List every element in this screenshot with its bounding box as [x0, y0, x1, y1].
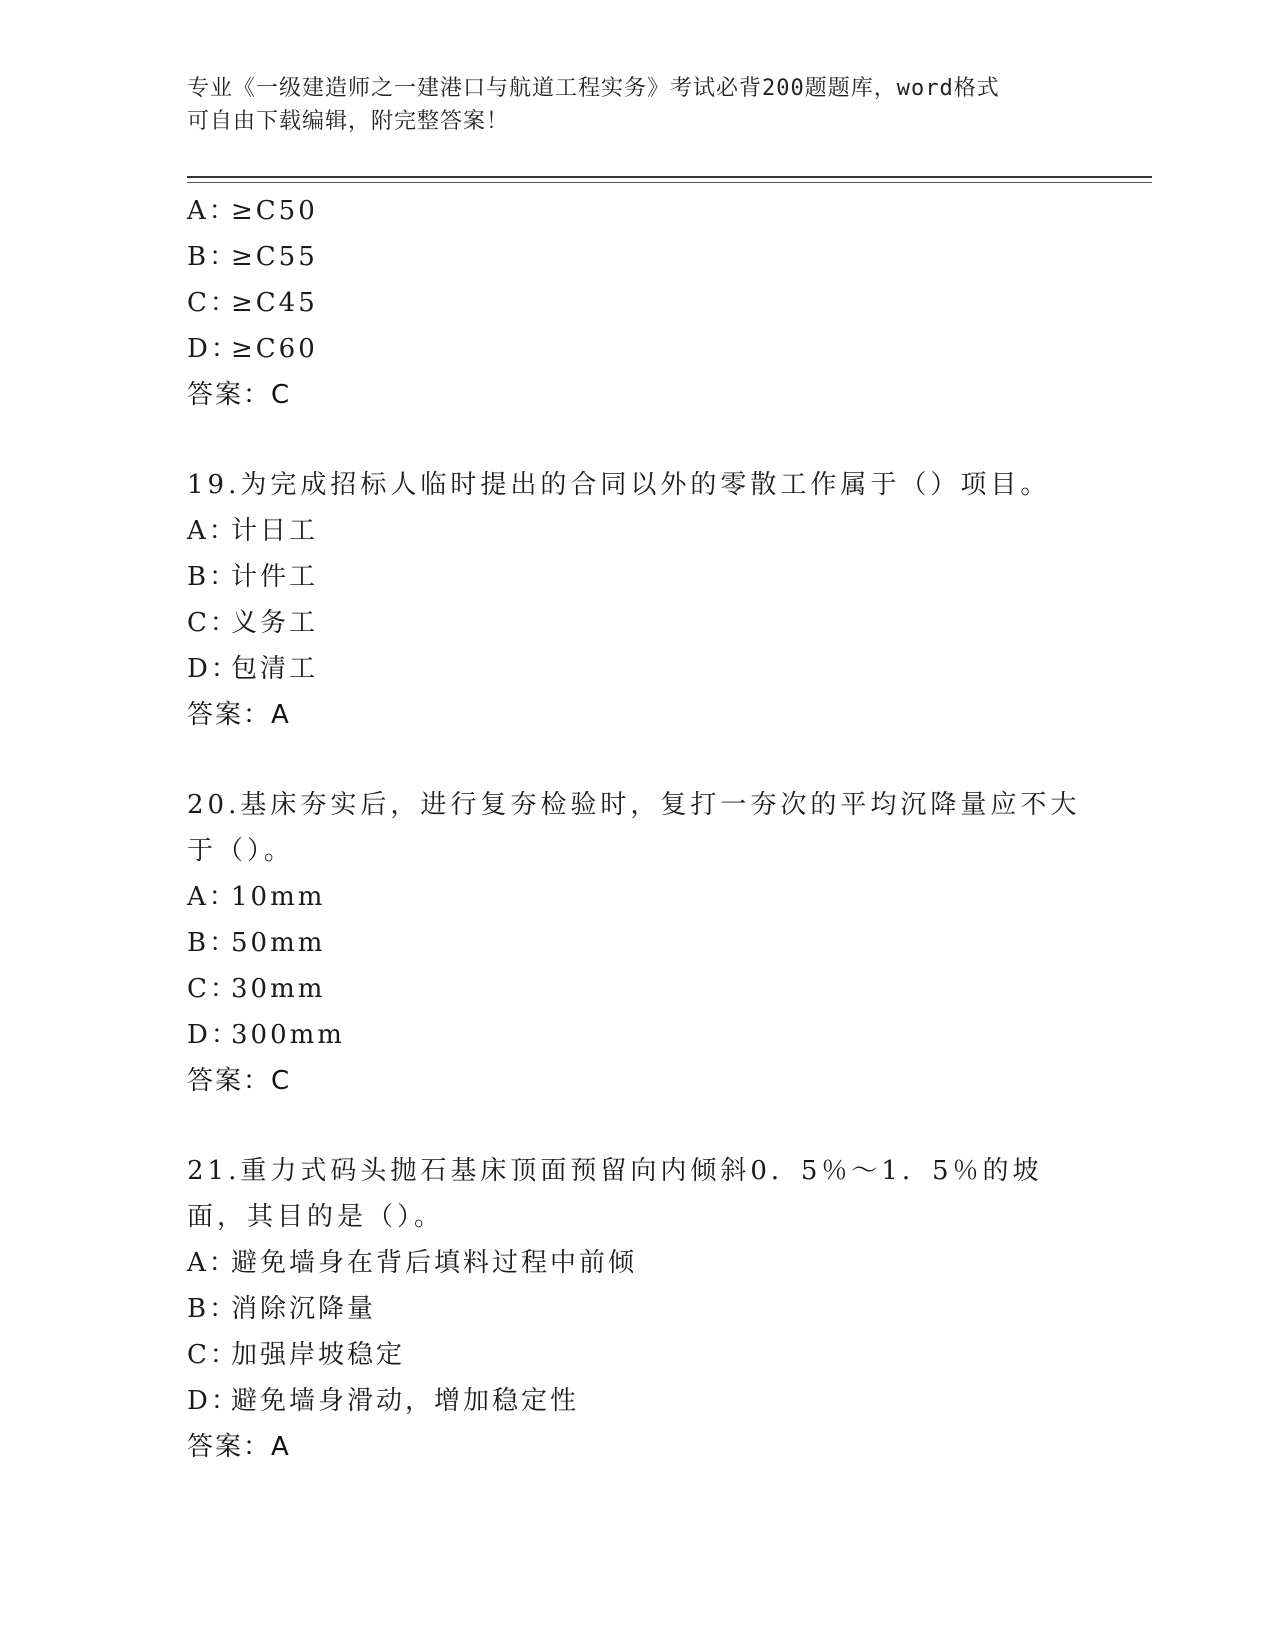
spacer: [187, 738, 1087, 782]
option-text: 加强岸坡稳定: [231, 1340, 406, 1370]
option-d: [187, 1378, 1087, 1424]
question-text: 19.为完成招标人临时提出的合同以外的零散工作属于（）项目。: [187, 470, 1051, 500]
header-divider-thick: [187, 176, 1152, 178]
option-text: 30mm: [231, 974, 326, 1004]
option-b: [187, 554, 1087, 600]
answer-label: 答案：A: [187, 1432, 291, 1462]
question-18: [187, 188, 1087, 418]
option-b: [187, 234, 1087, 280]
option-text: ≥C55: [231, 242, 318, 272]
option-a: [187, 1240, 1087, 1286]
option-key: C：: [187, 1340, 239, 1370]
option-text: 避免墙身滑动，增加稳定性: [231, 1386, 580, 1416]
header-divider-thin: [187, 182, 1152, 183]
question-text: 21.重力式码头抛石基床顶面预留向内倾斜0．5％～1．5％的坡面，其目的是（）。: [187, 1156, 1043, 1232]
option-key: A：: [187, 882, 238, 912]
document-header: [187, 72, 1067, 138]
option-key: B：: [187, 562, 239, 592]
option-key: C：: [187, 608, 239, 638]
answer-label: 答案：C: [187, 380, 292, 410]
option-b: [187, 920, 1087, 966]
option-a: [187, 874, 1087, 920]
option-key: B：: [187, 242, 239, 272]
question-21: [187, 1148, 1087, 1470]
option-c: [187, 966, 1087, 1012]
option-text: 计件工: [231, 562, 319, 592]
option-c: [187, 280, 1087, 326]
option-key: D：: [187, 654, 240, 684]
option-key: B：: [187, 1294, 239, 1324]
option-key: B：: [187, 928, 239, 958]
header-title-line-1: 专业《一级建造师之一建港口与航道工程实务》考试必背200题题库，word格式: [187, 76, 1000, 101]
option-key: D：: [187, 1020, 240, 1050]
option-c: [187, 600, 1087, 646]
option-d: [187, 1012, 1087, 1058]
question-text: 20.基床夯实后，进行复夯检验时，复打一夯次的平均沉降量应不大于（）。: [187, 790, 1081, 866]
option-b: [187, 1286, 1087, 1332]
option-key: D：: [187, 334, 240, 364]
option-text: 计日工: [231, 516, 319, 546]
option-c: [187, 1332, 1087, 1378]
option-text: 避免墙身在背后填料过程中前倾: [231, 1248, 638, 1278]
option-text: 包清工: [231, 654, 319, 684]
option-text: 10mm: [231, 882, 326, 912]
answer-label: 答案：C: [187, 1066, 292, 1096]
option-key: D：: [187, 1386, 240, 1416]
option-key: A：: [187, 196, 238, 226]
spacer: [187, 418, 1087, 462]
option-key: C：: [187, 974, 239, 1004]
option-a: [187, 508, 1087, 554]
option-key: A：: [187, 1248, 238, 1278]
option-a: [187, 188, 1087, 234]
question-20: [187, 782, 1087, 1104]
option-text: 义务工: [231, 608, 319, 638]
spacer: [187, 1104, 1087, 1148]
option-d: [187, 326, 1087, 372]
answer-label: 答案：A: [187, 700, 291, 730]
option-text: ≥C45: [231, 288, 318, 318]
question-list: [187, 188, 1087, 1470]
option-key: C：: [187, 288, 239, 318]
option-d: [187, 646, 1087, 692]
question-19: [187, 462, 1087, 738]
header-title-line-2: 可自由下载编辑，附完整答案！: [187, 109, 510, 134]
option-text: 消除沉降量: [231, 1294, 377, 1324]
option-key: A：: [187, 516, 238, 546]
option-text: ≥C50: [231, 196, 318, 226]
option-text: ≥C60: [231, 334, 318, 364]
option-text: 50mm: [231, 928, 326, 958]
option-text: 300mm: [231, 1020, 345, 1050]
